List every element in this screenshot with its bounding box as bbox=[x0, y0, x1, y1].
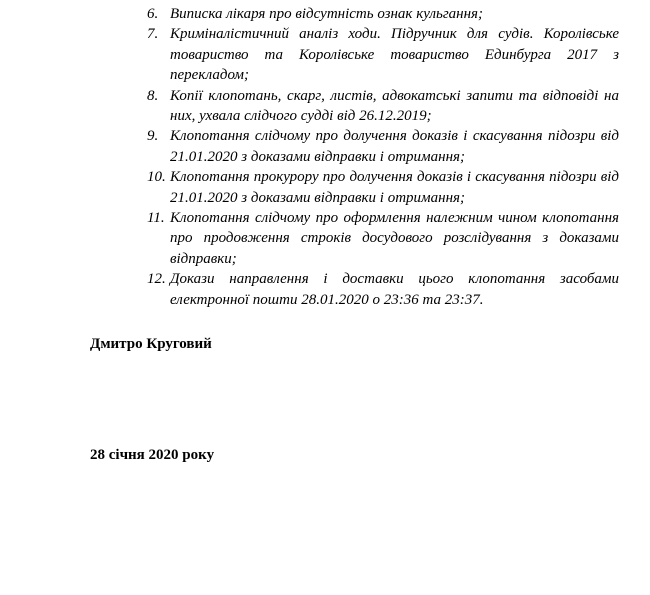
attachment-item-12 bbox=[147, 269, 619, 310]
attachment-number: 7. bbox=[147, 26, 159, 43]
attachment-text: Клопотання слідчому про оформлення належним чином клопотання про продовження строків досудового розслідування з доказами відправки; bbox=[170, 210, 619, 267]
attachment-number: 8. bbox=[147, 87, 159, 104]
attachments-list bbox=[147, 4, 619, 310]
attachment-number: 10. bbox=[147, 169, 166, 186]
attachment-text: Клопотання слідчому про долучення доказів і скасування підозри від 21.01.2020 з доказами відправки і отримання; bbox=[170, 128, 619, 165]
document-date: 28 січня 2020 року bbox=[90, 447, 215, 463]
attachment-item-11 bbox=[147, 208, 619, 269]
attachment-item-9 bbox=[147, 126, 619, 167]
attachment-text: Копії клопотань, скарг, листів, адвокатські запити та відповіді на них, ухвала слідчого судді від 26.12.2019; bbox=[170, 87, 619, 125]
attachment-item-10 bbox=[147, 167, 619, 208]
attachment-number: 6. bbox=[147, 6, 159, 22]
attachment-item-6 bbox=[147, 4, 619, 24]
attachment-text: Докази направлення і доставки цього клопотання засобами електронної пошти 28.01.2020 о 23:36 та 23:37. bbox=[170, 271, 619, 308]
attachment-text: Виписка лікаря про відсутність ознак кульгання; bbox=[170, 6, 484, 22]
attachment-number: 9. bbox=[147, 128, 159, 145]
attachment-text: Клопотання прокурору про долучення доказів і скасування підозри від 21.01.2020 з доказами відправки і отримання; bbox=[170, 169, 619, 206]
attachment-item-8 bbox=[147, 86, 619, 127]
attachment-text: Криміналістичний аналіз ходи. Підручник для судів. Королівське товариство та Королівське товариство Единбурга 2017 з перекладом; bbox=[170, 26, 619, 84]
signature-name: Дмитро Круговий bbox=[90, 336, 212, 352]
attachment-number: 12. bbox=[147, 271, 166, 288]
attachment-item-7 bbox=[147, 24, 619, 85]
attachment-number: 11. bbox=[147, 210, 165, 227]
